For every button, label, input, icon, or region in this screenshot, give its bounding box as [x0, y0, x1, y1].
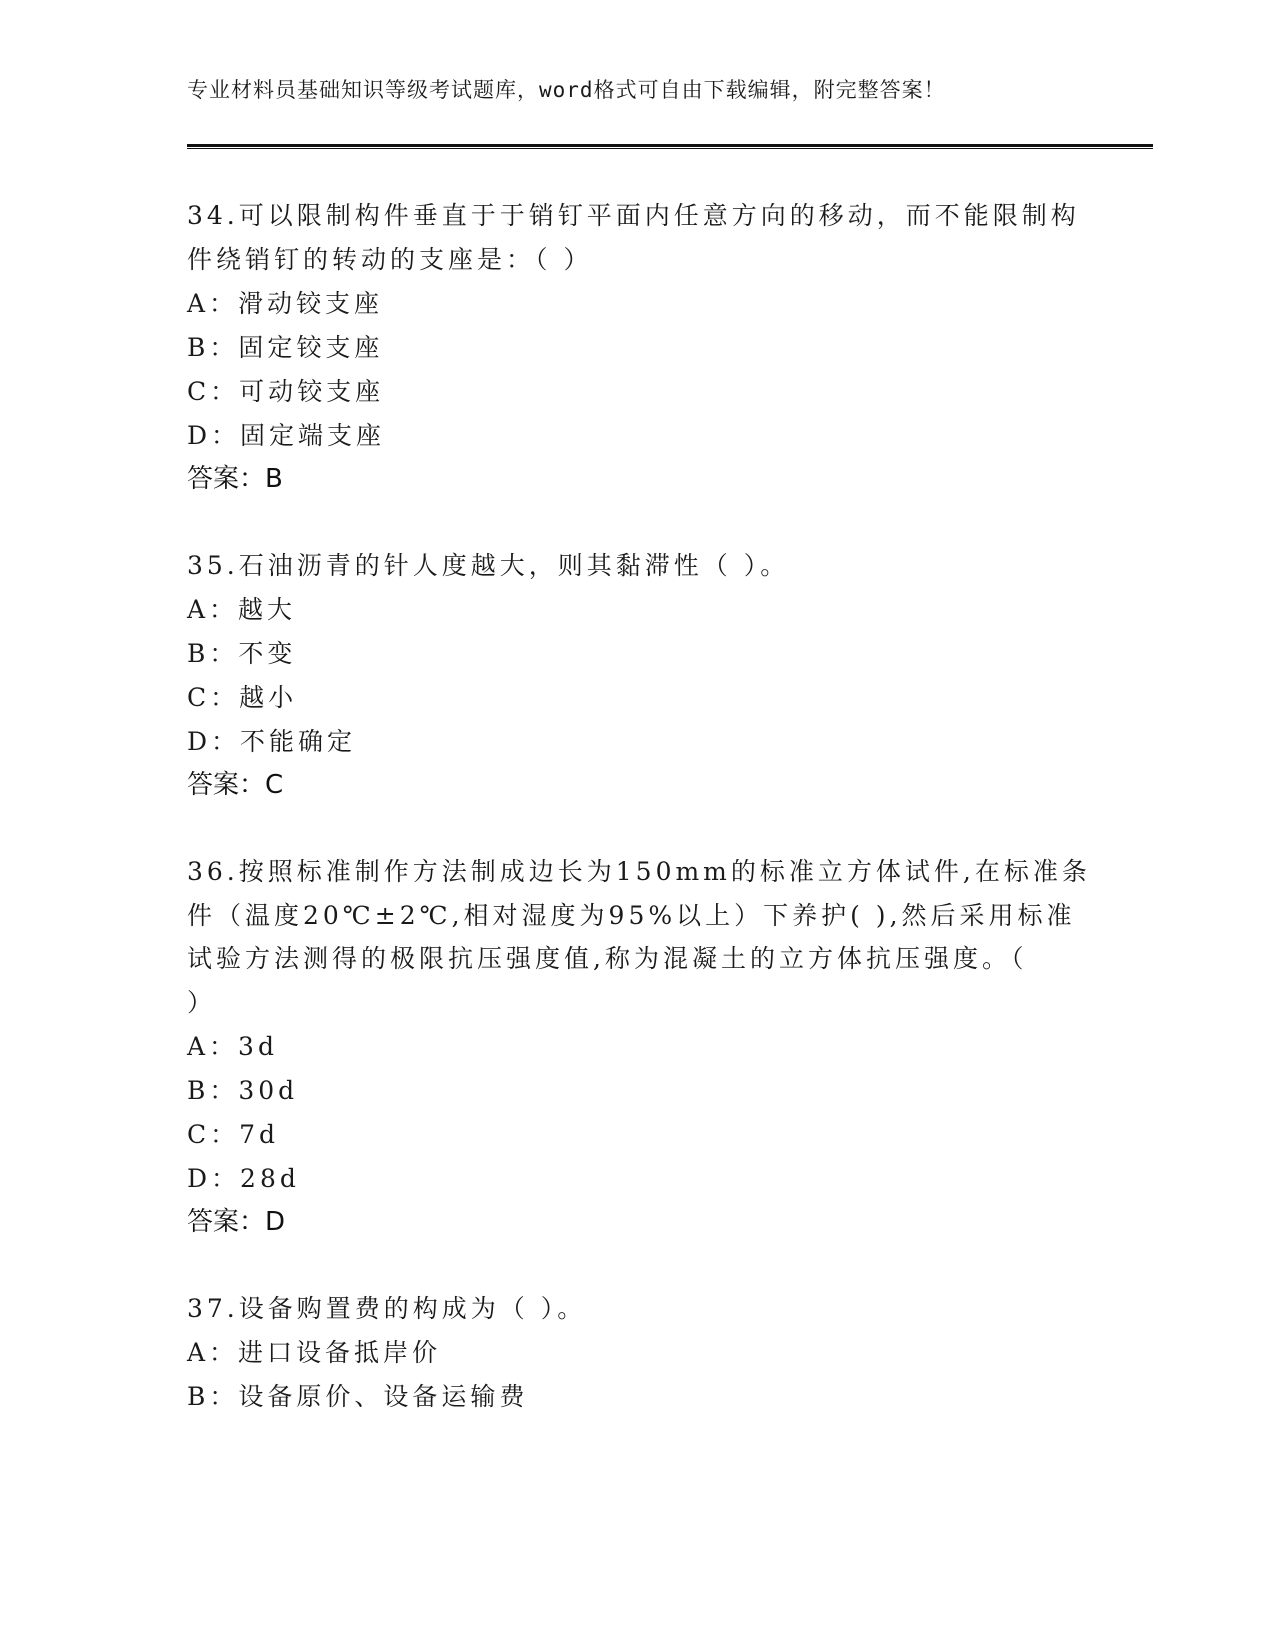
option-a: A：滑动铰支座: [187, 289, 384, 318]
option-b: B：不变: [187, 639, 297, 668]
answer-line: 答案：C: [187, 770, 284, 800]
question-text-line: 36.按照标准制作方法制成边长为150mm的标准立方体试件,在标准条: [187, 857, 1091, 886]
question-text-line: 件（温度20℃±2℃,相对湿度为95%以上）下养护( ),然后采用标准: [187, 901, 1076, 930]
option-d: D：固定端支座: [187, 421, 386, 450]
option-c: C：越小: [187, 683, 298, 712]
header-rule-thick: [187, 144, 1153, 147]
answer-line: 答案：B: [187, 464, 283, 494]
option-a: A：进口设备抵岸价: [187, 1338, 442, 1367]
option-b: B：设备原价、设备运输费: [187, 1382, 529, 1411]
header-rule-thin: [187, 148, 1153, 149]
option-d: D：28d: [187, 1164, 300, 1193]
option-a: A：越大: [187, 595, 297, 624]
question-text-line: 34.可以限制构件垂直于于销钉平面内任意方向的移动，而不能限制构: [187, 201, 1080, 230]
question-text-line: 37.设备购置费的构成为（ ）。: [187, 1294, 587, 1323]
option-b: B：30d: [187, 1076, 299, 1105]
page-header: 专业材料员基础知识等级考试题库，word格式可自由下载编辑，附完整答案！: [187, 78, 946, 102]
option-c: C：可动铰支座: [187, 377, 385, 406]
question-text-line: 35.石油沥青的针人度越大，则其黏滞性（ ）。: [187, 551, 790, 580]
option-b: B：固定铰支座: [187, 333, 384, 362]
option-c: C：7d: [187, 1120, 280, 1149]
answer-line: 答案：D: [187, 1207, 286, 1237]
question-text-line: 件绕销钉的转动的支座是：（ ）: [187, 245, 593, 274]
option-a: A：3d: [187, 1032, 278, 1061]
question-text-line: 试验方法测得的极限抗压强度值,称为混凝土的立方体抗压强度。（: [187, 944, 1028, 973]
option-d: D：不能确定: [187, 727, 357, 756]
question-text-line: ）: [187, 988, 217, 1017]
